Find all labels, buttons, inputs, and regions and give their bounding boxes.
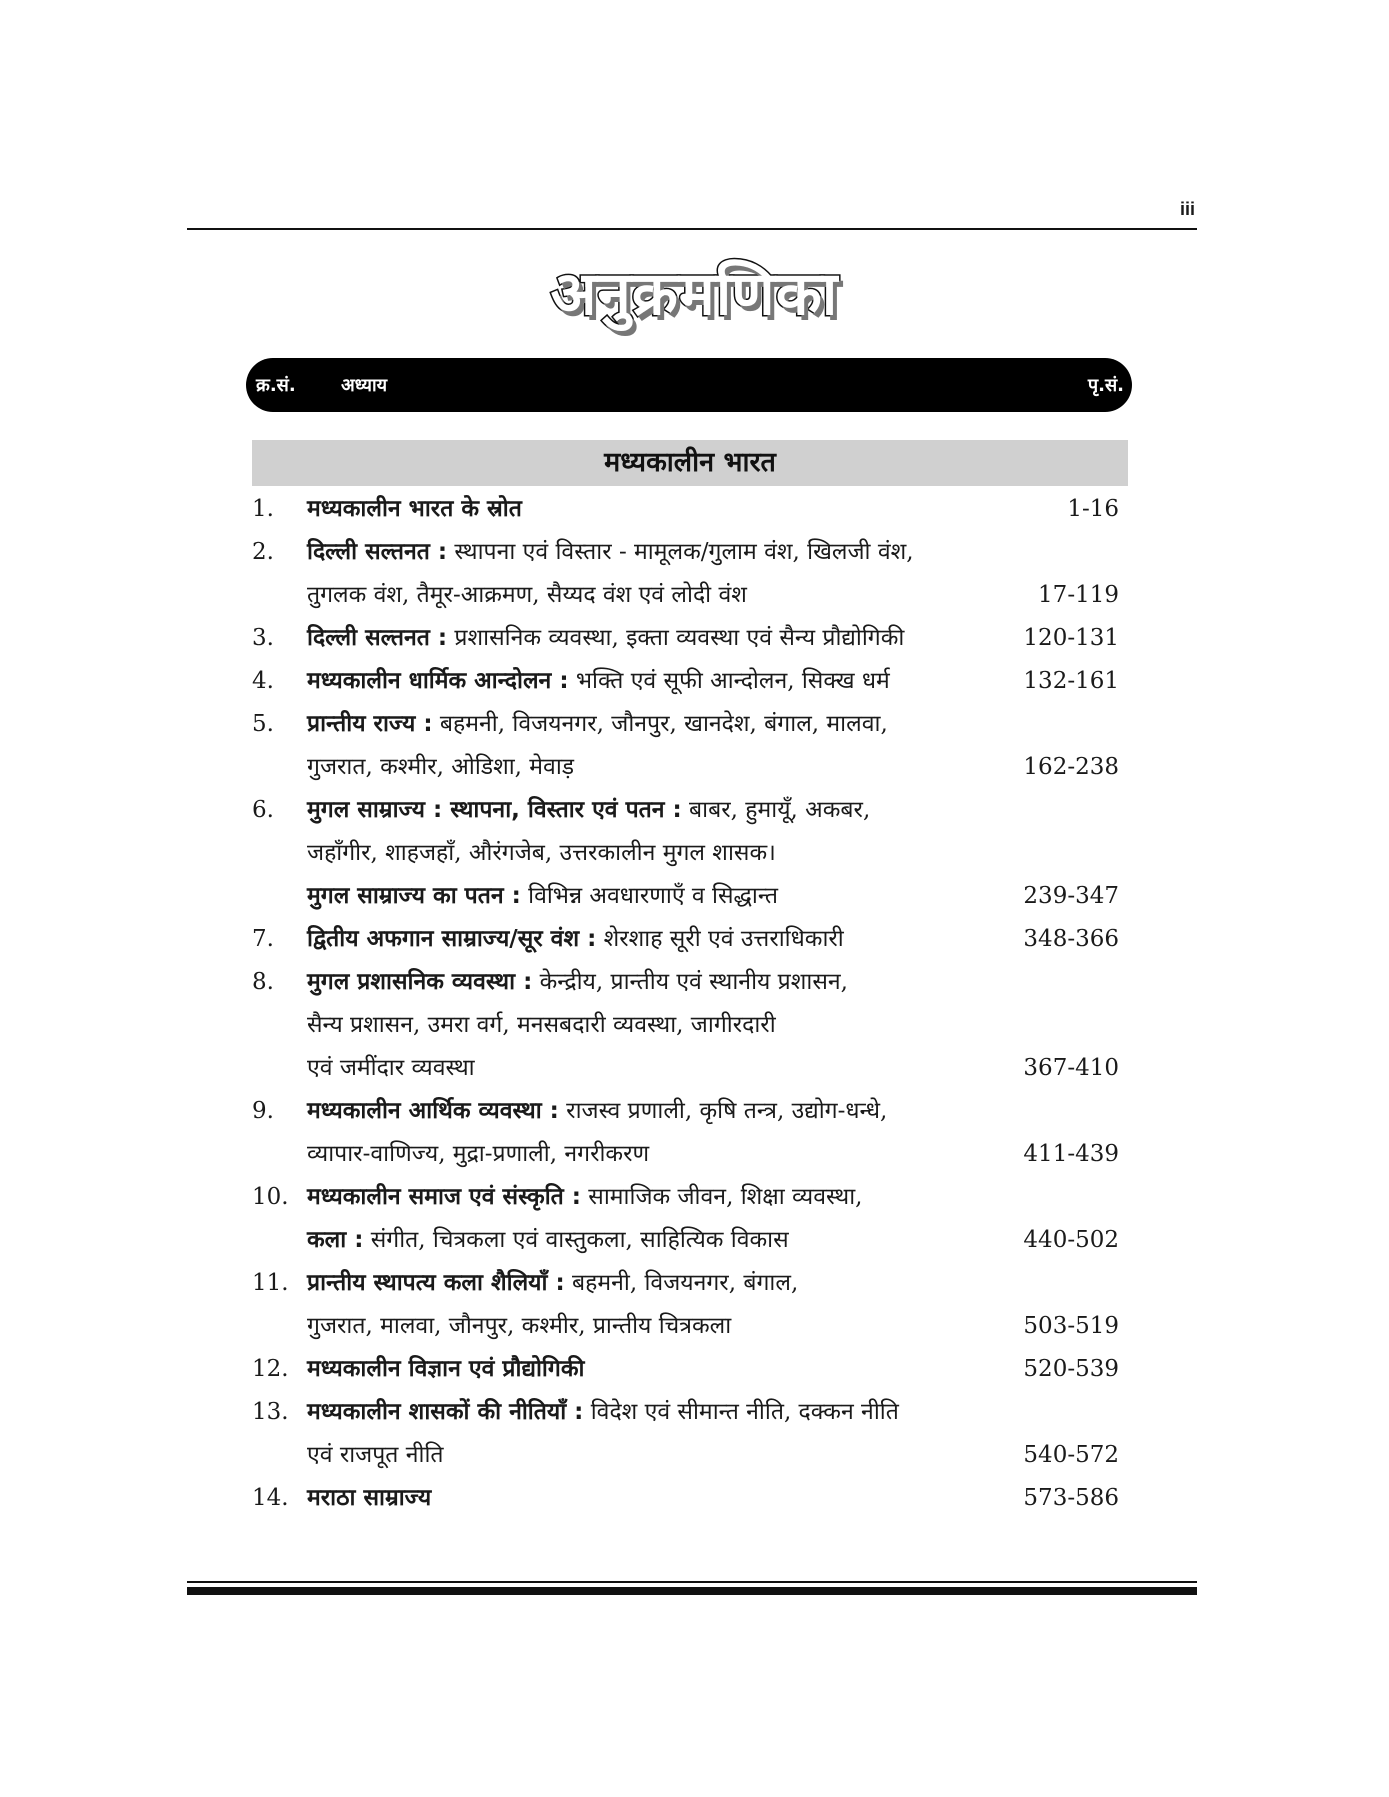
entry-subtopics: बाबर, हुमायूँ, अकबर, xyxy=(681,797,871,823)
entry-title: दिल्ली सल्तनत : xyxy=(307,539,448,565)
entry-text xyxy=(307,1133,649,1176)
toc-entry-line xyxy=(0,961,1389,1004)
entry-title: मध्यकालीन आर्थिक व्यवस्था : xyxy=(307,1098,559,1124)
entry-page-range: 411-439 xyxy=(1023,1141,1119,1167)
bottom-rule xyxy=(187,1581,1197,1583)
entry-number: 5. xyxy=(252,711,274,737)
entry-number: 4. xyxy=(252,668,274,694)
entry-title: मुगल साम्राज्य का पतन : xyxy=(307,883,521,909)
entry-number: 8. xyxy=(252,969,274,995)
entry-page-range: 540-572 xyxy=(1023,1442,1119,1468)
entry-text xyxy=(307,617,904,660)
entry-text xyxy=(307,1305,731,1348)
entry-subtopics: एवं जमींदार व्यवस्था xyxy=(307,1055,475,1081)
entry-number: 11. xyxy=(252,1270,289,1296)
toc-entry-line xyxy=(0,574,1389,617)
toc-entry-line xyxy=(0,488,1389,531)
entry-subtopics: विभिन्न अवधारणाएँ व सिद्धान्त xyxy=(520,883,779,909)
entry-text xyxy=(307,1477,431,1520)
entry-number: 3. xyxy=(252,625,274,651)
entry-text xyxy=(307,1219,789,1262)
entry-subtopics: तुगलक वंश, तैमूर-आक्रमण, सैय्यद वंश एवं लोदी वंश xyxy=(307,582,747,608)
entry-page-range: 520-539 xyxy=(1023,1356,1119,1382)
entry-text xyxy=(307,832,776,875)
toc-header-bar xyxy=(246,358,1132,412)
entry-title: मुगल साम्राज्य : स्थापना, विस्तार एवं पतन : xyxy=(307,797,682,823)
entry-text xyxy=(307,703,888,746)
entry-title: द्वितीय अफगान साम्राज्य/सूर वंश : xyxy=(307,926,597,952)
entry-number: 2. xyxy=(252,539,274,565)
entry-text xyxy=(307,488,522,531)
entry-number: 12. xyxy=(252,1356,289,1382)
entry-text xyxy=(307,531,914,574)
entry-page-range: 503-519 xyxy=(1023,1313,1119,1339)
entry-text xyxy=(307,875,778,918)
entry-page-range: 348-366 xyxy=(1023,926,1119,952)
entry-text xyxy=(307,1047,475,1090)
entry-number: 1. xyxy=(252,496,274,522)
entry-text xyxy=(307,789,870,832)
entry-page-range: 17-119 xyxy=(1038,582,1119,608)
entry-text xyxy=(307,1262,798,1305)
entry-subtopics: व्यापार-वाणिज्य, मुद्रा-प्रणाली, नगरीकरण xyxy=(307,1141,650,1167)
entry-subtopics: गुजरात, मालवा, जौनपुर, कश्मीर, प्रान्तीय चित्रकला xyxy=(307,1313,732,1339)
entry-subtopics: सामाजिक जीवन, शिक्षा व्यवस्था, xyxy=(580,1184,863,1210)
entry-number: 6. xyxy=(252,797,274,823)
entry-subtopics: शेरशाह सूरी एवं उत्तराधिकारी xyxy=(596,926,844,952)
toc-entry-line xyxy=(0,789,1389,832)
toc-entry-line xyxy=(0,1391,1389,1434)
toc-entry-line xyxy=(0,660,1389,703)
toc-entry-line xyxy=(0,1219,1389,1262)
toc-entry-line xyxy=(0,1434,1389,1477)
entry-subtopics: केन्द्रीय, प्रान्तीय एवं स्थानीय प्रशासन, xyxy=(532,969,848,995)
entry-text xyxy=(307,1348,584,1391)
entry-page-range: 120-131 xyxy=(1023,625,1119,651)
entry-page-range: 239-347 xyxy=(1023,883,1119,909)
toc-entry-line xyxy=(0,1348,1389,1391)
entry-number: 9. xyxy=(252,1098,274,1124)
entry-title: मुगल प्रशासनिक व्यवस्था : xyxy=(307,969,533,995)
entry-subtopics: सैन्य प्रशासन, उमरा वर्ग, मनसबदारी व्यवस्था, जागीरदारी xyxy=(307,1012,776,1038)
entry-subtopics: राजस्व प्रणाली, कृषि तन्त्र, उद्योग-धन्धे, xyxy=(558,1098,888,1124)
entry-text xyxy=(307,660,890,703)
entry-title: मध्यकालीन शासकों की नीतियाँ : xyxy=(307,1399,584,1425)
entry-subtopics: बहमनी, विजयनगर, जौनपुर, खानदेश, बंगाल, मालवा, xyxy=(432,711,888,737)
entry-title: मध्यकालीन विज्ञान एवं प्रौद्योगिकी xyxy=(307,1356,585,1382)
page-number: iii xyxy=(1179,199,1195,219)
toc-entry-line xyxy=(0,1004,1389,1047)
toc-entry-line xyxy=(0,703,1389,746)
toc-entry-line xyxy=(0,531,1389,574)
entry-title: कला : xyxy=(307,1227,364,1253)
entry-page-range: 573-586 xyxy=(1023,1485,1119,1511)
entry-subtopics: विदेश एवं सीमान्त नीति, दक्कन नीति xyxy=(583,1399,899,1425)
entry-text xyxy=(307,746,574,789)
entry-text xyxy=(307,918,844,961)
header-page-label: पृ.सं. xyxy=(1087,375,1124,396)
entry-subtopics: एवं राजपूत नीति xyxy=(307,1442,444,1468)
entry-title: मराठा साम्राज्य xyxy=(307,1485,432,1511)
header-serial-label: क्र.सं. xyxy=(256,375,296,396)
toc-entry-line xyxy=(0,617,1389,660)
bottom-rule-thick xyxy=(187,1587,1197,1595)
page-title: अनुक्रमणिका xyxy=(550,259,839,329)
entry-text xyxy=(307,961,848,1004)
entry-text xyxy=(307,1176,863,1219)
entry-page-range: 162-238 xyxy=(1023,754,1119,780)
toc-entry-line xyxy=(0,875,1389,918)
toc-entry-line xyxy=(0,746,1389,789)
entry-subtopics: गुजरात, कश्मीर, ओडिशा, मेवाड़ xyxy=(307,754,575,780)
top-rule xyxy=(187,228,1197,230)
entry-number: 14. xyxy=(252,1485,289,1511)
entry-title: मध्यकालीन भारत के स्रोत xyxy=(307,496,522,522)
toc-entry-line xyxy=(0,1305,1389,1348)
toc-entry-line xyxy=(0,1047,1389,1090)
entry-subtopics: जहाँगीर, शाहजहाँ, औरंगजेब, उत्तरकालीन मुगल शासक। xyxy=(307,840,776,866)
entry-subtopics: बहमनी, विजयनगर, बंगाल, xyxy=(564,1270,799,1296)
entry-title: दिल्ली सल्तनत : xyxy=(307,625,448,651)
entry-title: मध्यकालीन धार्मिक आन्दोलन : xyxy=(307,668,569,694)
toc-entry-line xyxy=(0,918,1389,961)
table-of-contents xyxy=(0,488,1389,1520)
section-heading: मध्यकालीन भारत xyxy=(252,440,1128,486)
toc-entry-line xyxy=(0,1133,1389,1176)
entry-text xyxy=(307,1434,444,1477)
header-chapter-label: अध्याय xyxy=(341,375,388,396)
entry-subtopics: भक्ति एवं सूफी आन्दोलन, सिक्ख धर्म xyxy=(568,668,890,694)
entry-subtopics: प्रशासनिक व्यवस्था, इक्ता व्यवस्था एवं सैन्य प्रौद्योगिकी xyxy=(447,625,905,651)
entry-text xyxy=(307,1391,899,1434)
entry-number: 7. xyxy=(252,926,274,952)
entry-number: 10. xyxy=(252,1184,289,1210)
toc-entry-line xyxy=(0,1262,1389,1305)
entry-subtopics: संगीत, चित्रकला एवं वास्तुकला, साहित्यिक विकास xyxy=(363,1227,789,1253)
entry-title: प्रान्तीय राज्य : xyxy=(307,711,433,737)
toc-entry-line xyxy=(0,1176,1389,1219)
toc-entry-line xyxy=(0,832,1389,875)
toc-entry-line xyxy=(0,1090,1389,1133)
entry-text xyxy=(307,1004,776,1047)
entry-page-range: 440-502 xyxy=(1023,1227,1119,1253)
entry-title: प्रान्तीय स्थापत्य कला शैलियाँ : xyxy=(307,1270,565,1296)
entry-page-range: 367-410 xyxy=(1023,1055,1119,1081)
entry-text xyxy=(307,1090,887,1133)
entry-page-range: 132-161 xyxy=(1023,668,1119,694)
entry-title: मध्यकालीन समाज एवं संस्कृति : xyxy=(307,1184,581,1210)
entry-page-range: 1-16 xyxy=(1067,496,1119,522)
entry-text xyxy=(307,574,747,617)
entry-number: 13. xyxy=(252,1399,289,1425)
entry-subtopics: स्थापना एवं विस्तार - मामूलक/गुलाम वंश, खिलजी वंश, xyxy=(447,539,914,565)
toc-entry-line xyxy=(0,1477,1389,1520)
